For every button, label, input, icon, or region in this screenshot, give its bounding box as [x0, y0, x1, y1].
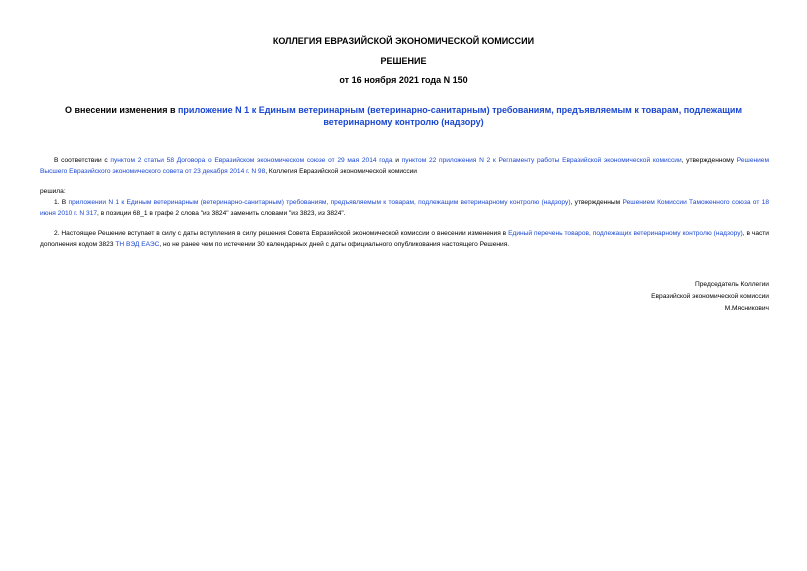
preamble-text-3: , утвержденному: [681, 157, 737, 164]
link-supreme-council-decision[interactable]: Решением Высшего Евразийского экономического совета от 23 декабря 2014 г. N 98: [40, 157, 770, 175]
document-title: [36, 104, 771, 128]
item-1-text-1: 1. В: [54, 199, 69, 206]
item-2-text-2: , в части дополнения кодом 3823: [40, 230, 769, 248]
preamble-text-1: В соответствии с: [54, 157, 111, 164]
link-appendix-requirements[interactable]: приложении N 1 к Единым ветеринарным (ветеринарно-санитарным) требованиям, предъявляемым к товарам, подлежащим ветеринарному контролю (надзору): [68, 199, 571, 206]
signature-name: М.Мясникович: [724, 305, 769, 312]
document-type-heading: РЕШЕНИЕ: [380, 56, 427, 66]
item-1-text-2: , утвержденным: [570, 199, 623, 206]
preamble-paragraph: [40, 155, 769, 177]
organization-heading: КОЛЛЕГИЯ ЕВРАЗИЙСКОЙ ЭКОНОМИЧЕСКОЙ КОМИССИИ: [272, 36, 535, 46]
link-tn-ved-eaeu[interactable]: ТН ВЭД ЕАЭС: [115, 241, 160, 248]
title-prefix: О внесении изменения в: [64, 105, 178, 115]
item-2-paragraph: [40, 228, 769, 250]
item-2-text-3: , но не ранее чем по истечении 30 календарных дней с даты официального опубликования настоящего Решения.: [159, 241, 510, 248]
title-link-appendix[interactable]: приложение N 1 к Единым ветеринарным (ветеринарно-санитарным) требованиям, предъявляемым к товарам, подлежащим ветеринарному контролю (надзору): [178, 105, 743, 127]
signature-block: [651, 279, 769, 315]
link-unified-goods-list[interactable]: Единый перечень товаров, подлежащих ветеринарному контролю (надзору): [508, 230, 743, 237]
link-treaty-article[interactable]: пунктом 2 статьи 58 Договора о Евразийском экономическом союзе от 29 мая 2014 года: [110, 157, 393, 164]
preamble-text-2: и: [392, 157, 402, 164]
signature-organization: Евразийской экономической комиссии: [651, 293, 769, 300]
link-regulation-appendix[interactable]: пунктом 22 приложения N 2 к Регламенту работы Евразийской экономической комиссии: [401, 157, 682, 164]
resolved-label: решила:: [40, 188, 66, 195]
item-1-paragraph: [40, 197, 769, 219]
link-customs-union-decision[interactable]: Решением Комиссии Таможенного союза от 18 июня 2010 г. N 317: [40, 199, 769, 217]
preamble-text-4: , Коллегия Евразийской экономической комиссии: [265, 168, 417, 175]
signature-position: Председатель Коллегии: [695, 281, 769, 288]
document-date-number: от 16 ноября 2021 года N 150: [339, 75, 468, 85]
item-1-text-3: , в позиции 68_1 в графе 2 слова "из 3824" заменить словами "из 3823, из 3824".: [97, 210, 346, 217]
item-2-text-1: 2. Настоящее Решение вступает в силу с даты вступления в силу решения Совета Евразийской экономической комиссии о внесении изменения в: [54, 230, 509, 237]
